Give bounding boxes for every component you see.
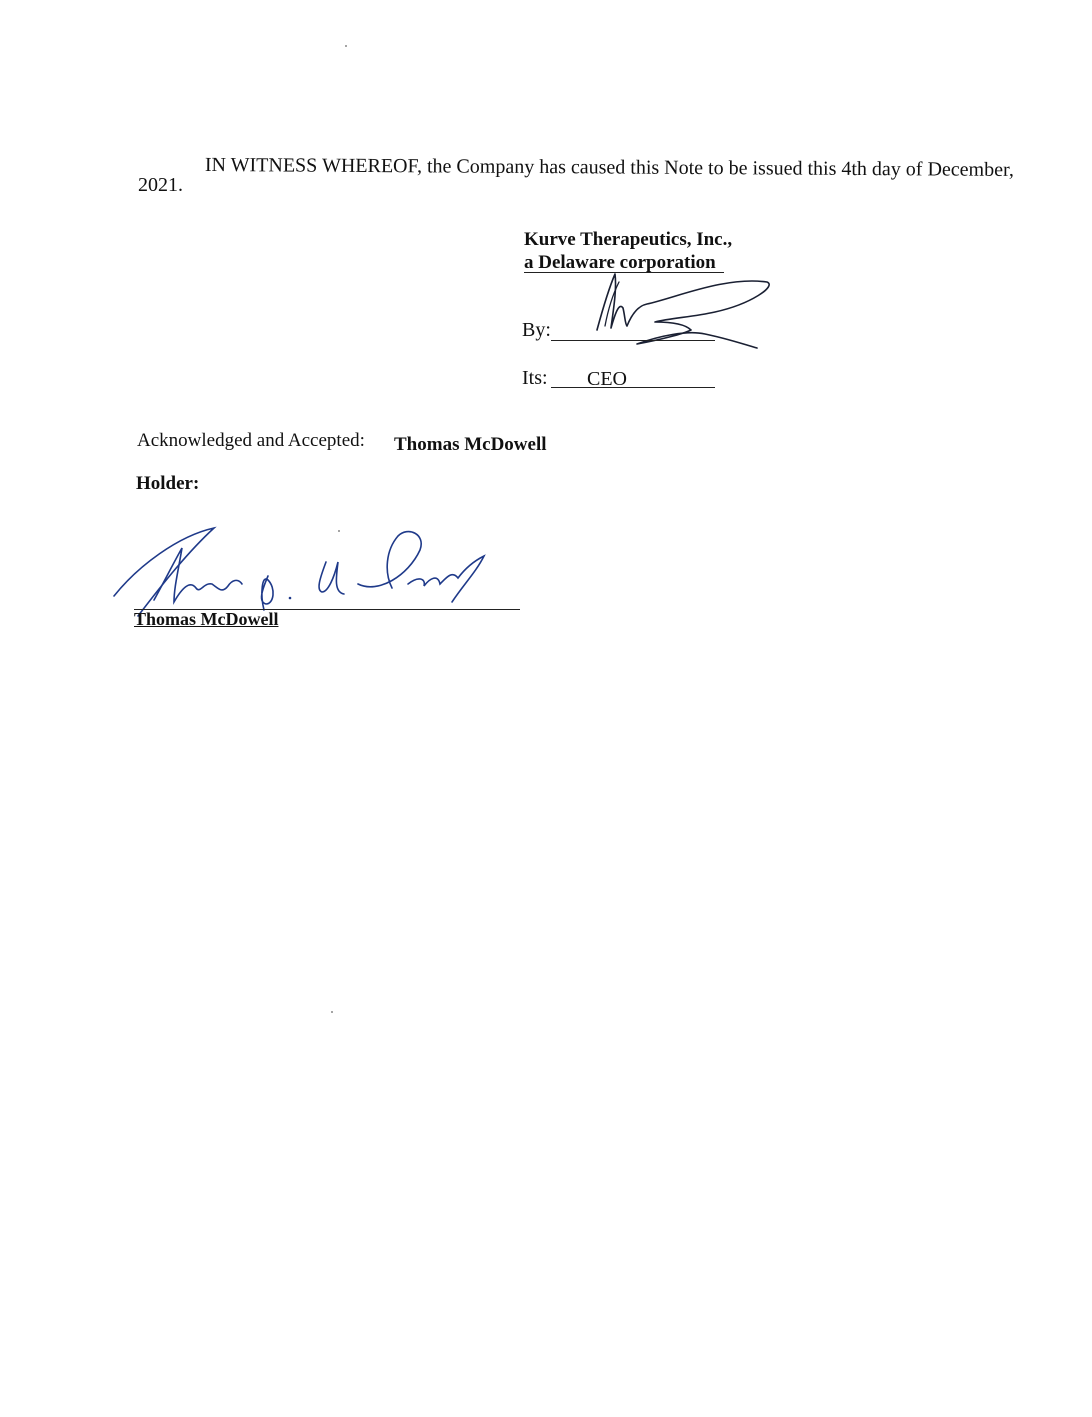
scan-speck [331,1011,333,1013]
scan-speck [345,45,347,47]
its-label: Its: [522,367,548,389]
acknowledged-label: Acknowledged and Accepted: [137,430,365,451]
its-title-value: CEO [587,368,627,390]
holder-printed-name: Thomas McDowell [134,609,279,629]
acknowledged-name: Thomas McDowell [394,434,547,455]
witness-year: 2021. [138,174,183,196]
by-signature-line [551,340,715,341]
by-label: By: [522,319,551,341]
holder-signature [108,522,498,622]
company-name: Kurve Therapeutics, Inc., [524,229,733,250]
witness-clause: IN WITNESS WHEREOF, the Company has caused this Note to be issued this 4th day of December, [204,154,1014,181]
its-line [551,387,715,388]
holder-label: Holder: [136,473,200,494]
company-entity-type: a Delaware corporation [524,252,716,273]
company-signature [575,268,775,358]
